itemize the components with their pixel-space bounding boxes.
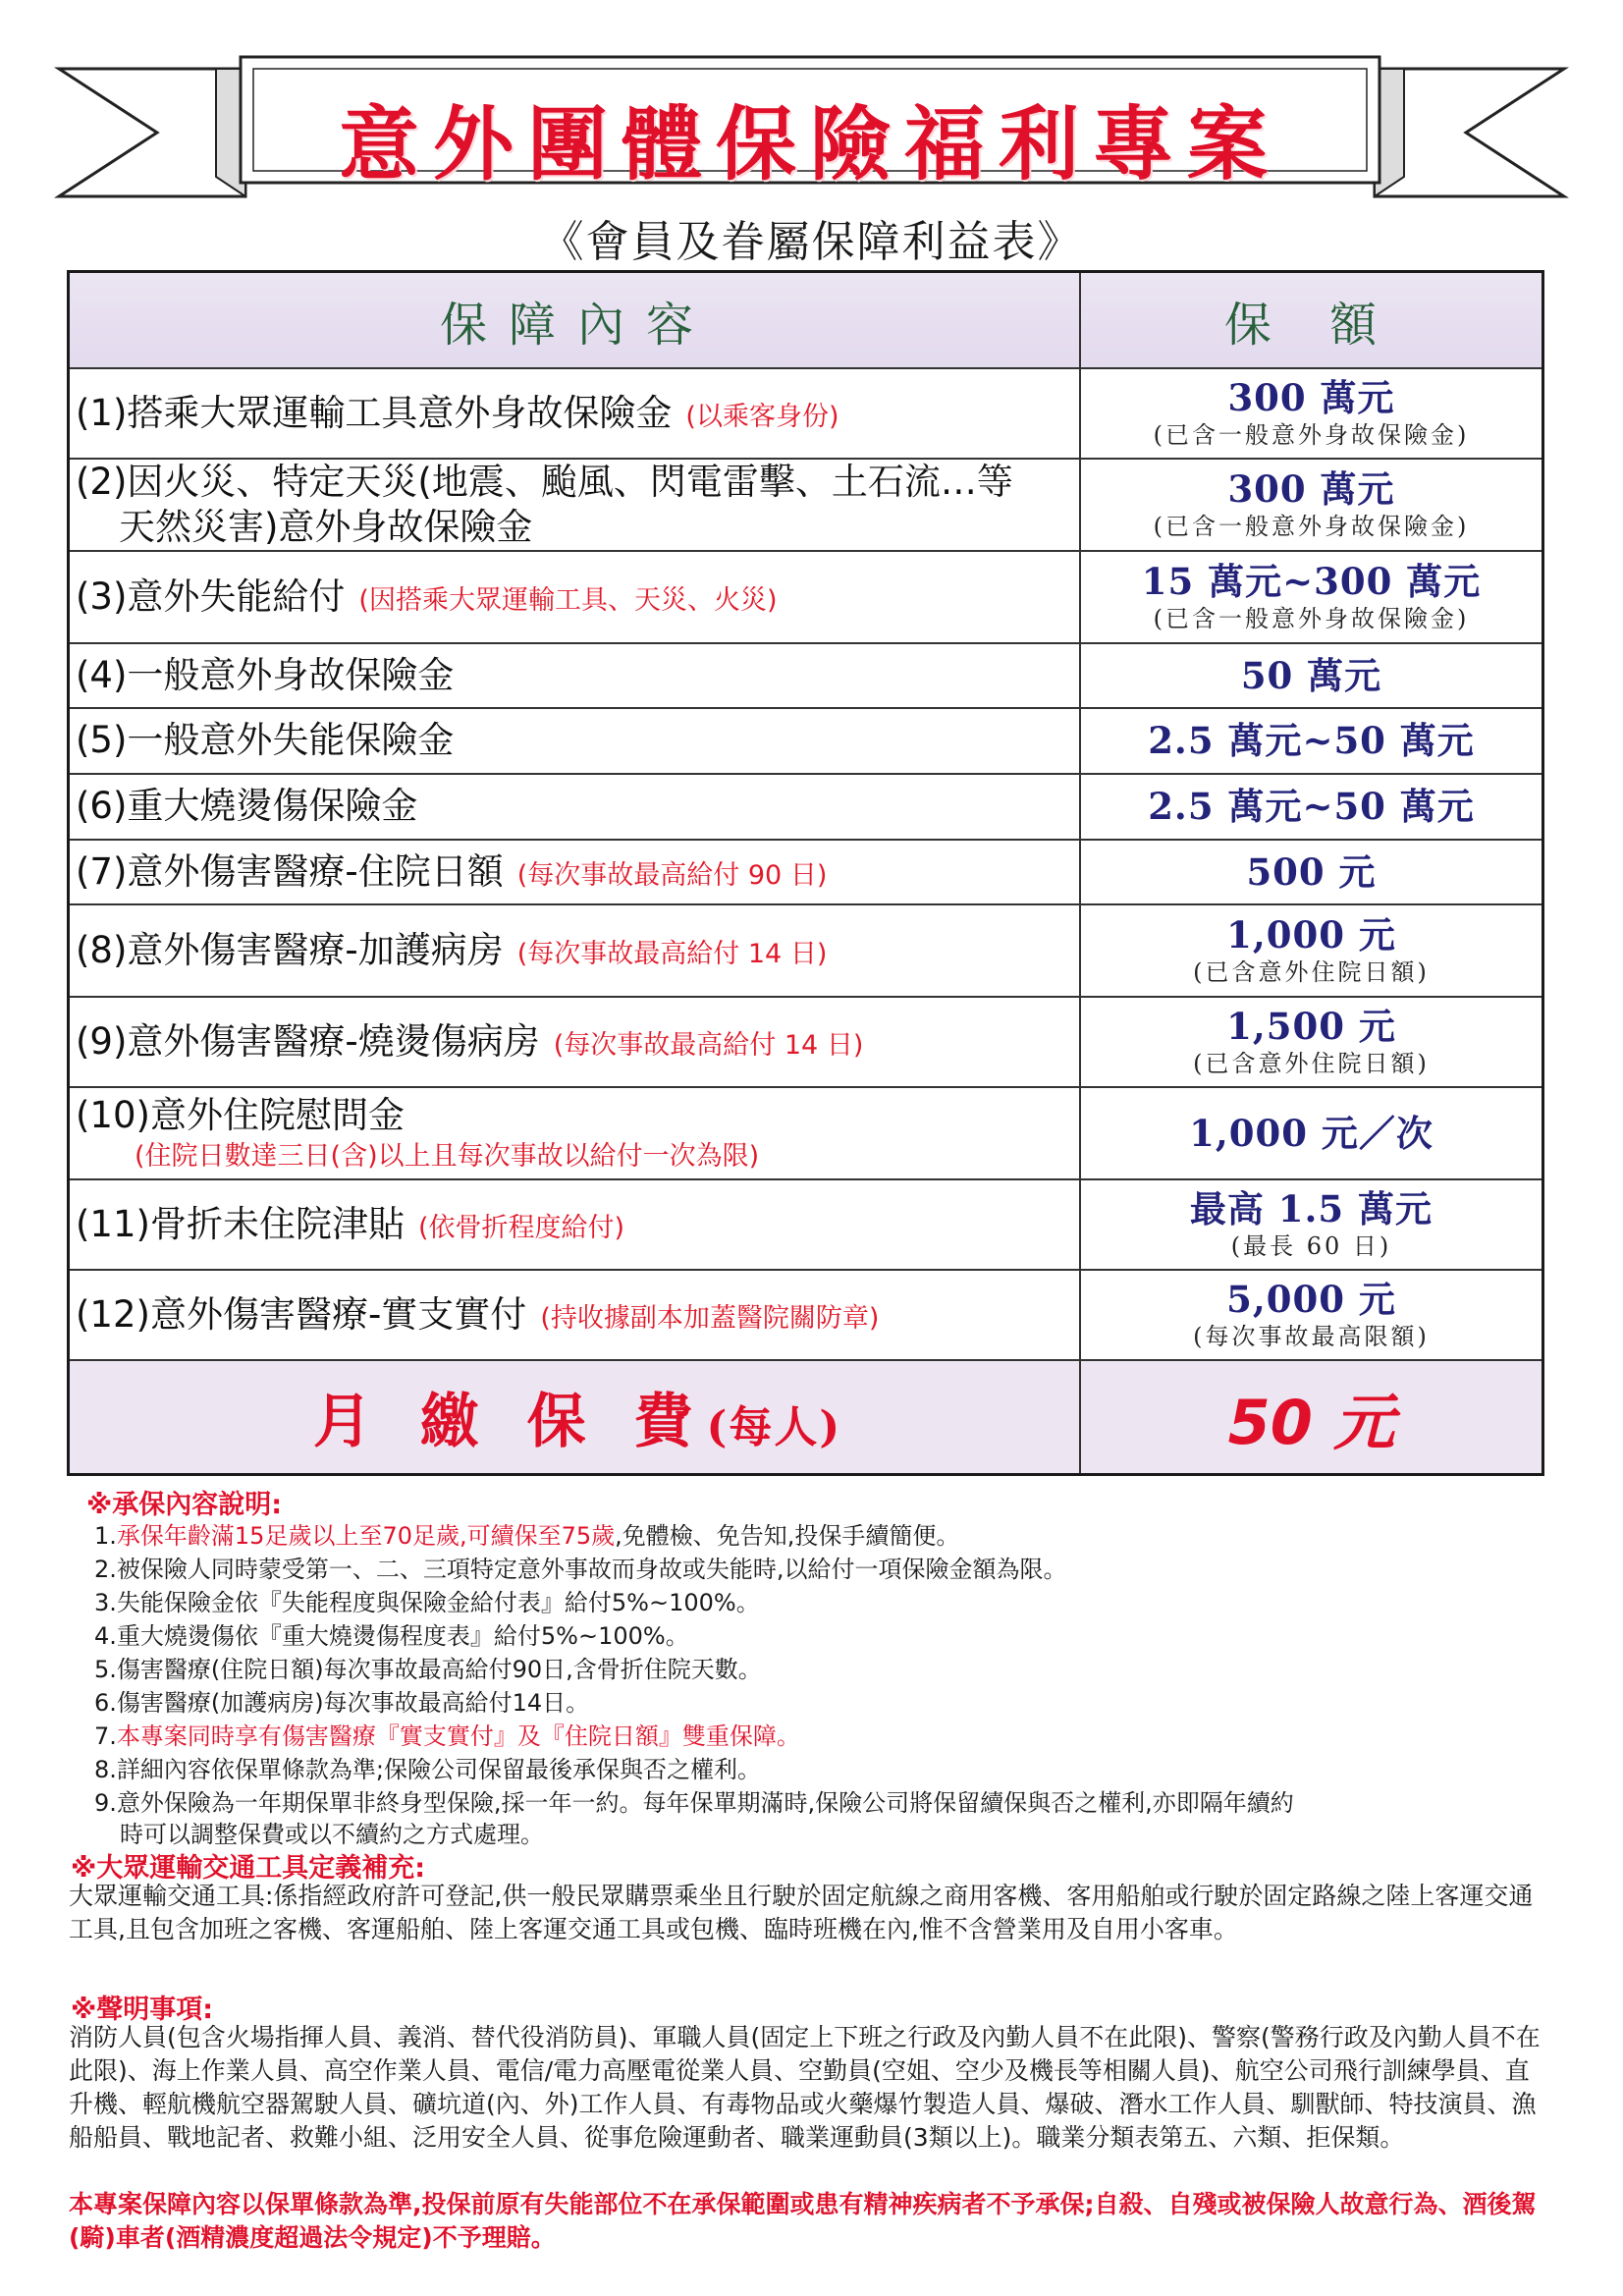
amount-cell xyxy=(1081,709,1542,773)
banner-title: 意外團體保險福利專案 xyxy=(338,97,1281,191)
table-row xyxy=(70,998,1542,1088)
amount-cell xyxy=(1081,998,1542,1086)
amount-value: 最高 1.5 萬元 xyxy=(1189,1187,1434,1231)
note-number: 4. xyxy=(94,1622,117,1650)
item-note: (住院日數達三日(含)以上且每次事故以給付一次為限) xyxy=(135,1140,760,1172)
amount-remark: (最長 60 日) xyxy=(1230,1231,1392,1260)
note-number: 2. xyxy=(94,1556,117,1583)
item-cell xyxy=(70,552,1081,642)
item-note: (每次事故最高給付 14 日) xyxy=(553,1029,864,1061)
note-text: 傷害醫療(住院日額)每次事故最高給付90日,含骨折住院天數。 xyxy=(116,1656,762,1683)
amount-cell xyxy=(1081,841,1542,903)
table-row xyxy=(70,460,1542,552)
note-item xyxy=(94,1516,959,1551)
amount-cell xyxy=(1081,644,1542,707)
item-label: (1)搭乘大眾運輸工具意外身故保險金 xyxy=(76,391,673,434)
item-label: (9)意外傷害醫療-燒燙傷病房 xyxy=(76,1019,540,1063)
item-label: (11)骨折未住院津貼 xyxy=(76,1202,405,1245)
item-label: (6)重大燒燙傷保險金 xyxy=(76,785,418,828)
amount-cell xyxy=(1081,460,1542,550)
declaration-exclusion-text: 本專案保障內容以保單條款為準,投保前原有失能部位不在承保範圍或患有精神疾病者不予承保;自殺、自殘或被保險人故意行為、酒後駕(騎)車者(酒精濃度超過法令規定)不予理賠。 xyxy=(69,2190,1537,2252)
amount-remark: (已含一般意外身故保險金) xyxy=(1153,604,1470,632)
item-note: (每次事故最高給付 14 日) xyxy=(516,938,828,969)
item-note: (持收據副本加蓋醫院關防章) xyxy=(540,1302,880,1334)
amount-value: 1,500 元 xyxy=(1226,1005,1396,1049)
note-text: 失能保險金依『失能程度與保險金給付表』給付5%~100%。 xyxy=(116,1589,760,1616)
amount-remark: (每次事故最高限額) xyxy=(1193,1322,1430,1350)
amount-remark: (已含一般意外身故保險金) xyxy=(1153,420,1470,449)
table-header-row xyxy=(70,273,1542,369)
table-row xyxy=(70,369,1542,460)
item-cell xyxy=(70,644,1081,707)
item-cell xyxy=(70,905,1081,996)
item-cell xyxy=(70,369,1081,458)
item-cell xyxy=(70,1088,1081,1178)
note-item xyxy=(94,1683,589,1718)
note-item xyxy=(94,1750,761,1784)
amount-cell xyxy=(1081,369,1542,458)
amount-cell xyxy=(1081,552,1542,642)
item-label: (8)意外傷害醫療-加護病房 xyxy=(76,928,504,971)
item-label: (2)因火災、特定天災(地震、颱風、閃電雷擊、土石流…等 xyxy=(76,460,1013,503)
note-item xyxy=(94,1616,689,1651)
amount-value: 50 萬元 xyxy=(1240,653,1382,697)
transport-definition-title: ※大眾運輸交通工具定義補充: xyxy=(71,1853,426,1884)
item-label: (5)一般意外失能保險金 xyxy=(76,719,455,762)
amount-value: 1,000 元／次 xyxy=(1189,1111,1434,1155)
item-note: (每次事故最高給付 90 日) xyxy=(516,859,828,891)
item-label: (12)意外傷害醫療-實支實付 xyxy=(76,1292,527,1336)
header-coverage-label: 保障內容 xyxy=(439,297,715,353)
note-item-continued: 時可以調整保費或以不續約之方式處理。 xyxy=(120,1821,544,1848)
table-row xyxy=(70,1180,1542,1271)
table-row xyxy=(70,1271,1542,1361)
table-row xyxy=(70,905,1542,998)
note-number: 7. xyxy=(94,1722,117,1750)
table-row xyxy=(70,709,1542,775)
amount-cell xyxy=(1081,1088,1542,1178)
item-label: (10)意外住院慰問金 xyxy=(76,1094,405,1137)
amount-value: 300 萬元 xyxy=(1227,376,1395,420)
note-text: 詳細內容依保單條款為準;保險公司保留最後承保與否之權利。 xyxy=(116,1756,761,1783)
premium-row xyxy=(70,1361,1542,1473)
premium-suffix: (每人) xyxy=(706,1402,842,1452)
note-number: 1. xyxy=(94,1522,117,1550)
item-cell xyxy=(70,841,1081,903)
amount-cell xyxy=(1081,1271,1542,1359)
table-row xyxy=(70,841,1542,905)
premium-amount-cell xyxy=(1081,1361,1542,1473)
note-item xyxy=(94,1783,1547,1818)
coverage-notes-title: ※承保內容說明: xyxy=(86,1490,283,1520)
note-text: ,免體檢、免告知,投保手續簡便。 xyxy=(615,1522,960,1550)
transport-definition-text: 大眾運輸交通工具:係指經政府許可登記,供一般民眾購票乘坐且行駛於固定航線之商用客機、客用船舶或行駛於固定路線之陸上客運交通工具,且包含加班之客機、客運船舶、陸上客運交通工具或包機、臨時班機在內,惟不含營業用及自用小客車。 xyxy=(69,1882,1534,1943)
premium-label-cell xyxy=(70,1361,1081,1473)
item-cell xyxy=(70,1271,1081,1359)
item-note: (依骨折程度給付) xyxy=(417,1212,625,1243)
amount-value: 1,000 元 xyxy=(1226,913,1396,957)
premium-amount: 50 元 xyxy=(1227,1386,1395,1458)
amount-remark: (已含意外住院日額) xyxy=(1193,957,1430,986)
item-label: (3)意外失能給付 xyxy=(76,574,346,618)
table-row xyxy=(70,644,1542,709)
note-item xyxy=(94,1650,762,1684)
note-highlight: 承保年齡滿15足歲以上至70足歲,可續保至75歲 xyxy=(116,1522,616,1550)
note-item xyxy=(94,1583,760,1617)
note-number: 3. xyxy=(94,1589,117,1616)
note-highlight: 本專案同時享有傷害醫療『實支實付』及『住院日額』雙重保障。 xyxy=(116,1722,800,1750)
item-label: (7)意外傷害醫療-住院日額 xyxy=(76,849,504,893)
header-amount-cell xyxy=(1081,273,1542,367)
amount-value: 300 萬元 xyxy=(1227,467,1395,512)
item-cell xyxy=(70,709,1081,773)
item-note: (以乘客身份) xyxy=(685,401,839,432)
note-number: 6. xyxy=(94,1689,117,1717)
table-row xyxy=(70,552,1542,644)
note-number: 9. xyxy=(94,1789,117,1817)
benefit-table xyxy=(67,270,1544,1476)
header-amount-label: 保 額 xyxy=(1223,297,1399,353)
item-note: (因搭乘大眾運輸工具、天災、火災) xyxy=(358,584,778,616)
note-item xyxy=(94,1717,800,1751)
amount-value: 500 元 xyxy=(1246,849,1377,894)
item-cell xyxy=(70,775,1081,839)
item-cell xyxy=(70,460,1081,550)
item-cell xyxy=(70,1180,1081,1269)
page-subtitle: 《會員及眷屬保障利益表》 xyxy=(540,217,1083,267)
amount-remark: (已含一般意外身故保險金) xyxy=(1153,512,1470,540)
amount-remark: (已含意外住院日額) xyxy=(1193,1049,1430,1077)
amount-value: 2.5 萬元~50 萬元 xyxy=(1148,719,1475,763)
table-row xyxy=(70,775,1542,841)
item-label-continued: 天然災害)意外身故保險金 xyxy=(119,506,533,548)
premium-label: 月 繳 保 費 xyxy=(312,1388,707,1456)
note-item xyxy=(94,1550,1067,1584)
declaration-text: 消防人員(包含火場指揮人員、義消、替代役消防員)、軍職人員(固定上下班之行政及內勤人員不在此限)、警察(警務行政及內勤人員不在此限)、海上作業人員、高空作業人員、電信/電力高壓電從業人員、空勤員(空姐、空少及機長等相關人員)、航空公司飛行訓練學員、直升機、輕航機航空器駕駛人員、礦坑道(內、外)工作人員、有毒物品或火藥爆竹製造人員、爆破、潛水工作人員、馴獸師、特技演員、漁船船員、戰地記者、救難小組、泛用安全人員、從事危險運動者、職業運動員(3類以上)。職業分類表第五、六類、拒保類。 xyxy=(69,2023,1541,2152)
item-label: (4)一般意外身故保險金 xyxy=(76,653,455,696)
note-text: 重大燒燙傷依『重大燒燙傷程度表』給付5%~100%。 xyxy=(116,1622,689,1650)
note-number: 5. xyxy=(94,1656,117,1683)
amount-value: 2.5 萬元~50 萬元 xyxy=(1148,785,1475,829)
note-text: 傷害醫療(加護病房)每次事故最高給付14日。 xyxy=(116,1689,590,1717)
amount-cell xyxy=(1081,775,1542,839)
header-coverage-cell xyxy=(70,273,1081,367)
amount-cell xyxy=(1081,1180,1542,1269)
table-row xyxy=(70,1088,1542,1180)
amount-cell xyxy=(1081,905,1542,996)
amount-value: 15 萬元~300 萬元 xyxy=(1141,560,1482,604)
note-text: 意外保險為一年期保單非終身型保險,採一年一約。每年保單期滿時,保險公司將保留續保與否之權利,亦即隔年續約 xyxy=(116,1789,1294,1817)
note-text: 被保險人同時蒙受第一、二、三項特定意外事故而身故或失能時,以給付一項保險金額為限。 xyxy=(116,1556,1067,1583)
amount-value: 5,000 元 xyxy=(1226,1278,1396,1322)
note-number: 8. xyxy=(94,1756,117,1783)
declaration-title: ※聲明事項: xyxy=(71,1995,214,2025)
item-cell xyxy=(70,998,1081,1086)
